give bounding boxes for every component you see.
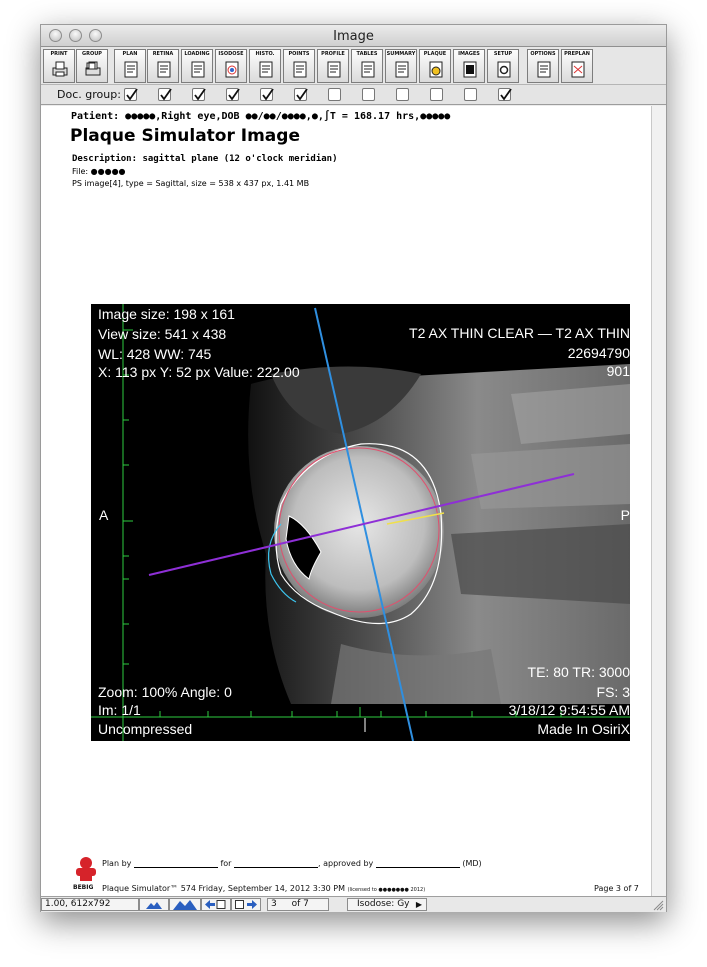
te-tr-label: TE: 80 TR: 3000 xyxy=(527,664,630,680)
preplan-icon xyxy=(570,61,586,78)
isodose-unit-label: Isodose: Gy xyxy=(357,899,410,909)
window-title: Image xyxy=(333,29,374,44)
plan-by-label: Plan by xyxy=(102,859,132,868)
plan-by-field xyxy=(134,860,218,868)
toolbar-button-tables[interactable] xyxy=(351,49,383,83)
orientation-right-label: P xyxy=(620,507,630,523)
image-meta: PS image[4], type = Sagittal, size = 538 x 437 px, 1.41 MB xyxy=(72,179,310,188)
images-icon xyxy=(462,61,478,78)
number-901-label: 901 xyxy=(606,363,630,379)
page-total: of 7 xyxy=(291,899,309,909)
toolbar-button-label: PROFILE xyxy=(321,51,345,57)
toolbar-button-label: HISTO. xyxy=(255,51,275,57)
orientation-left-label: A xyxy=(99,507,109,523)
doc-group-checkbox-12[interactable] xyxy=(498,88,511,101)
image-window xyxy=(40,24,667,912)
status-bar xyxy=(41,896,666,912)
cursor-value-label: X: 113 px Y: 52 px Value: 222.00 xyxy=(98,364,300,380)
doc-group-label: Doc. group: xyxy=(57,88,121,101)
mountain-large-icon xyxy=(173,900,197,910)
points-icon xyxy=(292,61,308,78)
options-icon xyxy=(536,61,552,78)
mri-image-viewer[interactable] xyxy=(91,304,630,741)
toolbar-button-label: PLAN xyxy=(122,51,138,57)
prev-page-button[interactable] xyxy=(201,898,231,911)
next-page-icon xyxy=(235,900,257,909)
footer-version-date: Plaque Simulator™ 574 Friday, September 14, 2012 3:30 PM xyxy=(102,884,346,893)
toolbar-button-plan[interactable] xyxy=(114,49,146,83)
printer-icon xyxy=(52,61,68,78)
doc-group-checkbox-8[interactable] xyxy=(362,88,375,101)
doc-group-checkbox-4[interactable] xyxy=(226,88,239,101)
checkmark-icon xyxy=(227,89,240,102)
toolbar-button-label: PRINT xyxy=(50,51,68,57)
checkmark-icon xyxy=(261,89,274,102)
toolbar-button-label: IMAGES xyxy=(458,51,480,57)
menu-arrow-icon: ▶ xyxy=(415,900,422,909)
toolbar-button-loading[interactable] xyxy=(181,49,213,83)
checkmark-icon xyxy=(159,89,172,102)
toolbar-button-group[interactable] xyxy=(76,49,108,83)
toolbar-button-options[interactable] xyxy=(527,49,559,83)
image-description: Description: sagittal plane (12 o'clock meridian) xyxy=(72,154,338,164)
toolbar-button-profile[interactable] xyxy=(317,49,349,83)
toolbar xyxy=(41,47,666,85)
toolbar-button-setup[interactable] xyxy=(487,49,519,83)
im-index-label: Im: 1/1 xyxy=(98,702,141,718)
file-line: File: ●●●●● xyxy=(72,167,126,176)
doc-group-checkbox-9[interactable] xyxy=(396,88,409,101)
series-label: T2 AX THIN CLEAR — T2 AX THIN xyxy=(409,325,630,341)
made-in-label: Made In OsiriX xyxy=(537,721,630,737)
toolbar-button-label: RETINA xyxy=(152,51,174,57)
page-title: Plaque Simulator Image xyxy=(70,126,300,146)
toolbar-button-retina[interactable] xyxy=(147,49,179,83)
patient-line: Patient: ●●●●●,Right eye,DOB ●●/●●/●●●●,●,∫T = 168.17 hrs,●●●●● xyxy=(71,111,451,122)
page-current: 3 xyxy=(271,899,277,909)
zoom-info: 1.00, 612x792 xyxy=(41,898,139,911)
toolbar-button-label: ISODOSE xyxy=(218,51,244,57)
bebig-logo-icon xyxy=(73,855,99,887)
toolbar-button-label: POINTS xyxy=(288,51,310,57)
next-page-button[interactable] xyxy=(231,898,261,911)
toolbar-button-label: LOADING xyxy=(184,51,210,57)
vertical-ruler-ticks xyxy=(123,330,133,664)
footer-license: (licensed to ●●●●●●● 2012) xyxy=(347,887,426,893)
footer-info xyxy=(102,884,425,893)
toolbar-button-images[interactable] xyxy=(453,49,485,83)
profile-icon xyxy=(326,61,342,78)
compression-label: Uncompressed xyxy=(98,721,193,737)
id-number-label: 22694790 xyxy=(567,345,630,361)
toolbar-button-label: GROUP xyxy=(82,51,102,57)
group-print-icon xyxy=(85,61,101,78)
for-field xyxy=(234,860,318,868)
doc-group-checkbox-6[interactable] xyxy=(294,88,307,101)
checkmark-icon xyxy=(499,89,512,102)
toolbar-button-label: TABLES xyxy=(356,51,378,57)
toolbar-button-label: PREPLAN xyxy=(564,51,590,57)
isodose-icon xyxy=(224,61,240,78)
fs-label: FS: 3 xyxy=(596,684,630,700)
zoom-out-button[interactable] xyxy=(139,898,169,911)
doc-group-checkbox-11[interactable] xyxy=(464,88,477,101)
vertical-scrollbar[interactable] xyxy=(651,106,666,896)
horizontal-ruler-ticks xyxy=(160,707,561,717)
loading-icon xyxy=(190,61,206,78)
approved-by-field xyxy=(376,860,460,868)
document-page xyxy=(41,106,651,896)
plaque-icon xyxy=(428,61,444,78)
toolbar-button-summary[interactable] xyxy=(385,49,417,83)
for-label: for xyxy=(220,859,232,868)
toolbar-button-label: OPTIONS xyxy=(530,51,556,57)
bebig-label: BEBIG xyxy=(73,884,94,891)
tables-icon xyxy=(360,61,376,78)
doc-group-checkbox-1[interactable] xyxy=(124,88,137,101)
summary-icon xyxy=(394,61,410,78)
toolbar-button-preplan[interactable] xyxy=(561,49,593,83)
checkmark-icon xyxy=(125,89,138,102)
datetime-label: 3/18/12 9:54:55 AM xyxy=(508,702,630,718)
histogram-icon xyxy=(258,61,274,78)
toolbar-button-points[interactable] xyxy=(283,49,315,83)
page-number: Page 3 of 7 xyxy=(594,884,639,893)
toolbar-button-plaque[interactable] xyxy=(419,49,451,83)
doc-group-checkbox-2[interactable] xyxy=(158,88,171,101)
toolbar-button-label: SETUP xyxy=(493,51,513,57)
isodose-unit-menu[interactable] xyxy=(347,898,427,911)
retina-icon xyxy=(156,61,172,78)
resize-grip-icon[interactable] xyxy=(652,899,664,911)
setup-icon xyxy=(496,61,512,78)
zoom-in-button[interactable] xyxy=(169,898,201,911)
title-bar[interactable] xyxy=(41,25,666,47)
view-size-label: View size: 541 x 438 xyxy=(98,326,227,342)
image-size-label: Image size: 198 x 161 xyxy=(98,306,235,322)
toolbar-button-isodose[interactable] xyxy=(215,49,247,83)
toolbar-button-print[interactable] xyxy=(43,49,75,83)
mountain-small-icon xyxy=(146,901,162,909)
plan-icon xyxy=(123,61,139,78)
prev-page-icon xyxy=(205,900,227,909)
doc-group-bar xyxy=(41,85,666,105)
page-selector[interactable] xyxy=(267,898,329,911)
doc-group-checkbox-5[interactable] xyxy=(260,88,273,101)
approved-by-label: , approved by xyxy=(318,859,374,868)
wl-ww-label: WL: 428 WW: 745 xyxy=(98,346,212,362)
toolbar-button-label: PLAQUE xyxy=(423,51,447,57)
md-label: (MD) xyxy=(462,859,482,868)
plan-approval-line xyxy=(102,859,482,868)
zoom-angle-label: Zoom: 100% Angle: 0 xyxy=(98,684,232,700)
toolbar-button-label: SUMMARY xyxy=(386,51,416,57)
doc-group-checkbox-3[interactable] xyxy=(192,88,205,101)
checkmark-icon xyxy=(295,89,308,102)
doc-group-checkbox-7[interactable] xyxy=(328,88,341,101)
checkmark-icon xyxy=(193,89,206,102)
doc-group-checkbox-10[interactable] xyxy=(430,88,443,101)
toolbar-button-histo[interactable] xyxy=(249,49,281,83)
